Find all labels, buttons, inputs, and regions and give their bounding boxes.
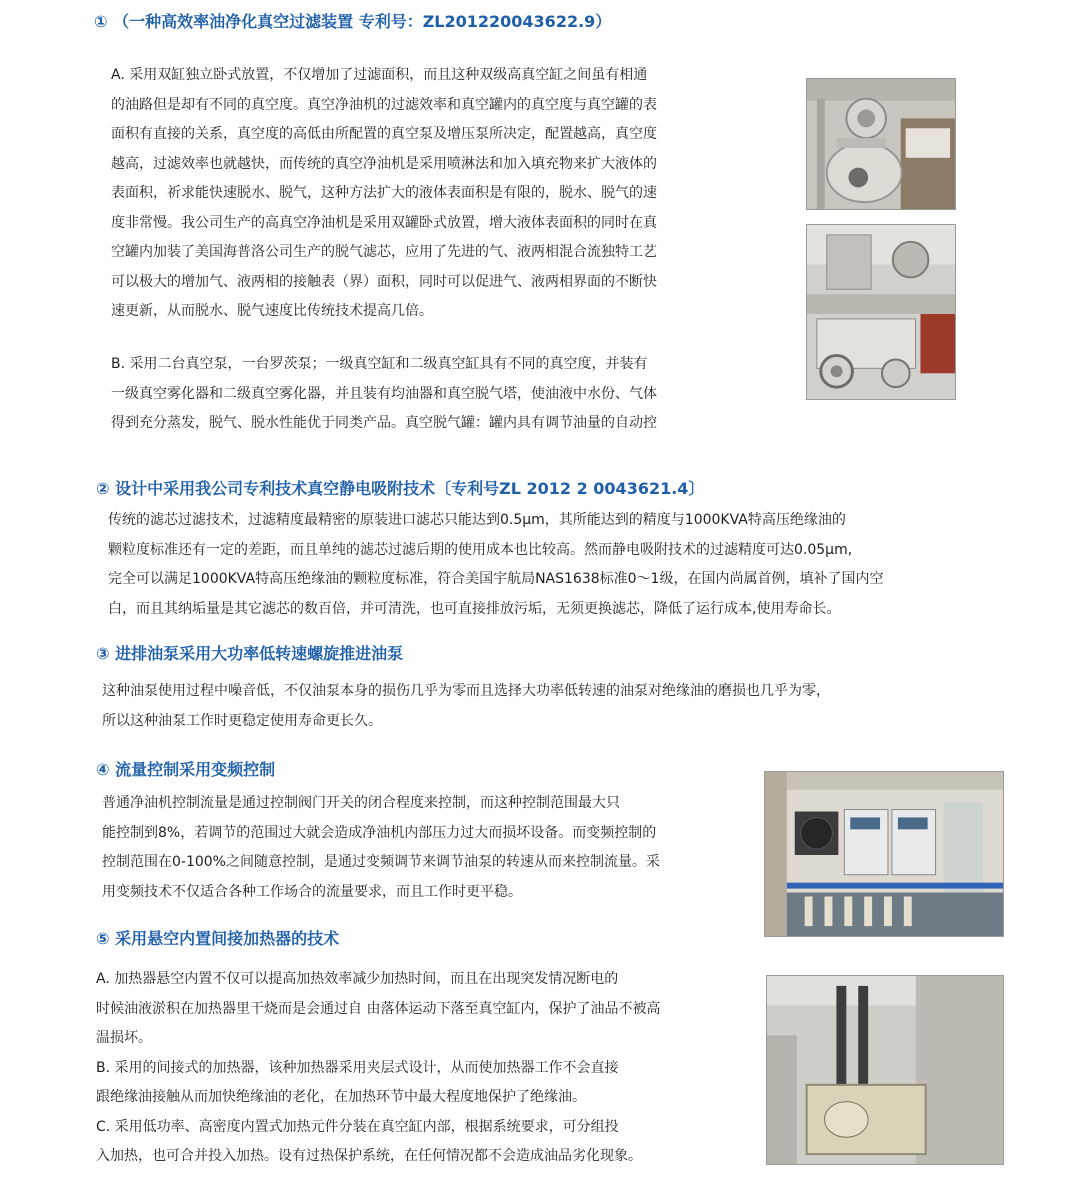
text-line: 控制范围在0-100%之间随意控制，是通过变频调节来调节油泵的转速从而来控制流量。采	[102, 854, 660, 870]
control-cabinet-photo	[764, 771, 1004, 937]
section-1-paragraph-b	[111, 350, 657, 439]
text-line: B. 采用的间接式的加热器，该种加热器采用夹层式设计，从而使加热器工作不会直接	[96, 1059, 619, 1076]
section-2-heading: ② 设计中采用我公司专利技术真空静电吸附技术〔专利号ZL 2012 2 0043621.4〕	[96, 479, 705, 498]
section-5-paragraph	[96, 965, 660, 1172]
section-3-heading: ③ 进排油泵采用大功率低转速螺旋推进油泵	[96, 644, 404, 663]
text-line: A. 加热器悬空内置不仅可以提高加热效率减少加热时间，而且在出现突发情况断电的	[96, 971, 619, 987]
text-line: 得到充分蒸发，脱气、脱水性能优于同类产品。真空脱气罐：罐内具有调节油量的自动控	[111, 415, 657, 431]
text-line: 入加热，也可合并投入加热。设有过热保护系统，在任何情况都不会造成油品劣化现象。	[96, 1148, 642, 1164]
section-4-heading: ④ 流量控制采用变频控制	[96, 760, 276, 779]
text-line: 能控制到8%，若调节的范围过大就会造成净油机内部压力过大而损坏设备。而变频控制的	[102, 824, 657, 841]
text-line: 颗粒度标准还有一定的差距，而且单纯的滤芯过滤后期的使用成本也比较高。然而静电吸附技术的过滤精度可达0.05μm,	[108, 541, 853, 558]
text-line: 传统的滤芯过滤技术，过滤精度最精密的原装进口滤芯只能达到0.5μm，其所能达到的精度与1000KVA特高压绝缘油的	[108, 512, 846, 528]
section-5-heading: ⑤ 采用悬空内置间接加热器的技术	[96, 929, 340, 948]
section-4-paragraph	[102, 789, 660, 907]
text-line: 普通净油机控制流量是通过控制阀门开关的闭合程度来控制，而这种控制范围最大只	[102, 795, 620, 811]
text-line: 跟绝缘油接触从而加快绝缘油的老化，在加热环节中最大程度地保护了绝缘油。	[96, 1089, 586, 1105]
text-line: 表面积，祈求能快速脱水、脱气，这种方法扩大的液体表面积是有限的，脱水、脱气的速	[111, 185, 657, 201]
section-1-paragraph-a	[111, 61, 657, 327]
text-line: 越高，过滤效率也就越快，而传统的真空净油机是采用喷淋法和加入填充物来扩大液体的	[111, 155, 657, 172]
text-line: 度非常慢。我公司生产的高真空净油机是采用双罐卧式放置，增大液体表面积的同时在真	[111, 214, 657, 231]
vacuum-pump-photo	[806, 78, 956, 210]
text-line: 的油路但是却有不同的真空度。真空净油机的过滤效率和真空罐内的真空度与真空罐的表	[111, 96, 657, 113]
text-line: 温损坏。	[96, 1030, 152, 1046]
text-line: A. 采用双缸独立卧式放置，不仅增加了过滤面积，而且这种双级高真空缸之间虽有相通	[111, 67, 648, 83]
text-line: 一级真空雾化器和二级真空雾化器，并且装有均油器和真空脱气塔，使油液中水份、气体	[111, 385, 657, 402]
text-line: 速更新，从而脱水、脱气速度比传统技术提高几倍。	[111, 303, 433, 319]
section-3-paragraph	[102, 677, 830, 736]
text-line: 空罐内加装了美国海普洛公司生产的脱气滤芯，应用了先进的气、液两相混合流独特工艺	[111, 244, 657, 260]
text-line: C. 采用低功率、高密度内置式加热元件分装在真空缸内部，根据系统要求，可分组投	[96, 1118, 619, 1135]
text-line: 时候油液淤积在加热器里干烧而是会通过自 由落体运动下落至真空缸内，保护了油品不被高	[96, 1000, 661, 1017]
text-line: 所以这种油泵工作时更稳定使用寿命更长久。	[102, 712, 382, 729]
section-1-heading: ① （一种高效率油净化真空过滤装置 专利号：ZL201220043622.9）	[94, 12, 612, 31]
heater-photo	[766, 975, 1004, 1165]
roots-pump-photo	[806, 224, 956, 400]
text-line: 完全可以满足1000KVA特高压绝缘油的颗粒度标准，符合美国宇航局NAS1638标准0～1级，在国内尚属首例，填补了国内空	[108, 571, 884, 587]
text-line: 用变频技术不仅适合各种工作场合的流量要求，而且工作时更平稳。	[102, 883, 522, 900]
text-line: B. 采用二台真空泵，一台罗茨泵；一级真空缸和二级真空缸具有不同的真空度，并装有	[111, 356, 648, 372]
section-2-paragraph	[108, 506, 883, 624]
text-line: 白，而且其纳垢量是其它滤芯的数百倍，并可清洗，也可直接排放污垢，无须更换滤芯，降低了运行成本,使用寿命长。	[108, 600, 841, 617]
text-line: 这种油泵使用过程中噪音低，不仅油泵本身的损伤几乎为零而且选择大功率低转速的油泵对绝缘油的磨损也几乎为零，	[102, 683, 830, 699]
text-line: 可以极大的增加气、液两相的接触表（界）面积，同时可以促进气、液两相界面的不断快	[111, 273, 657, 290]
text-line: 面积有直接的关系，真空度的高低由所配置的真空泵及增压泵所决定，配置越高，真空度	[111, 126, 657, 142]
